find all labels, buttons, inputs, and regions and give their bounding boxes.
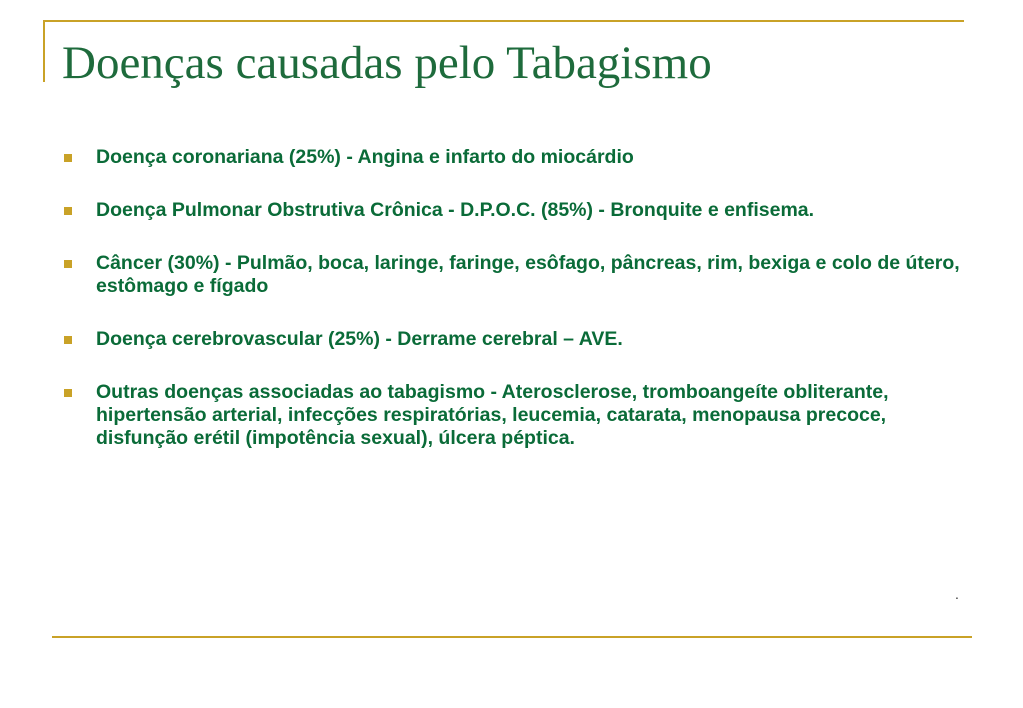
- list-item: [62, 146, 967, 169]
- square-bullet-icon: [64, 154, 72, 162]
- bullet-text: Doença cerebrovascular (25%) - Derrame cerebral – AVE.: [96, 328, 623, 350]
- square-bullet-icon: [64, 260, 72, 268]
- list-item: [62, 199, 967, 222]
- bullet-text: Outras doenças associadas ao tabagismo - Aterosclerose, tromboangeíte obliterante, hipertensão arterial, infecções respiratórias, leucemia, catarata, menopausa precoce, disfunção erétil (impotência sexual), úlcera péptica.: [96, 381, 889, 449]
- bullet-text: Doença Pulmonar Obstrutiva Crônica - D.P.O.C. (85%) - Bronquite e enfisema.: [96, 199, 815, 221]
- bullet-text: Doença coronariana (25%) - Angina e infarto do miocárdio: [96, 146, 634, 168]
- bottom-rule: [52, 636, 972, 638]
- bullet-text: Câncer (30%) - Pulmão, boca, laringe, faringe, esôfago, pâncreas, rim, bexiga e colo de útero, estômago e fígado: [96, 252, 960, 297]
- list-item: [62, 381, 967, 450]
- footer-mark: .: [955, 586, 959, 602]
- left-rule: [43, 20, 45, 82]
- square-bullet-icon: [64, 207, 72, 215]
- square-bullet-icon: [64, 389, 72, 397]
- list-item: [62, 328, 967, 351]
- top-rule: [43, 20, 964, 22]
- slide-title: Doenças causadas pelo Tabagismo: [62, 37, 712, 89]
- square-bullet-icon: [64, 336, 72, 344]
- list-item: [62, 252, 967, 298]
- bullet-list: [62, 146, 967, 450]
